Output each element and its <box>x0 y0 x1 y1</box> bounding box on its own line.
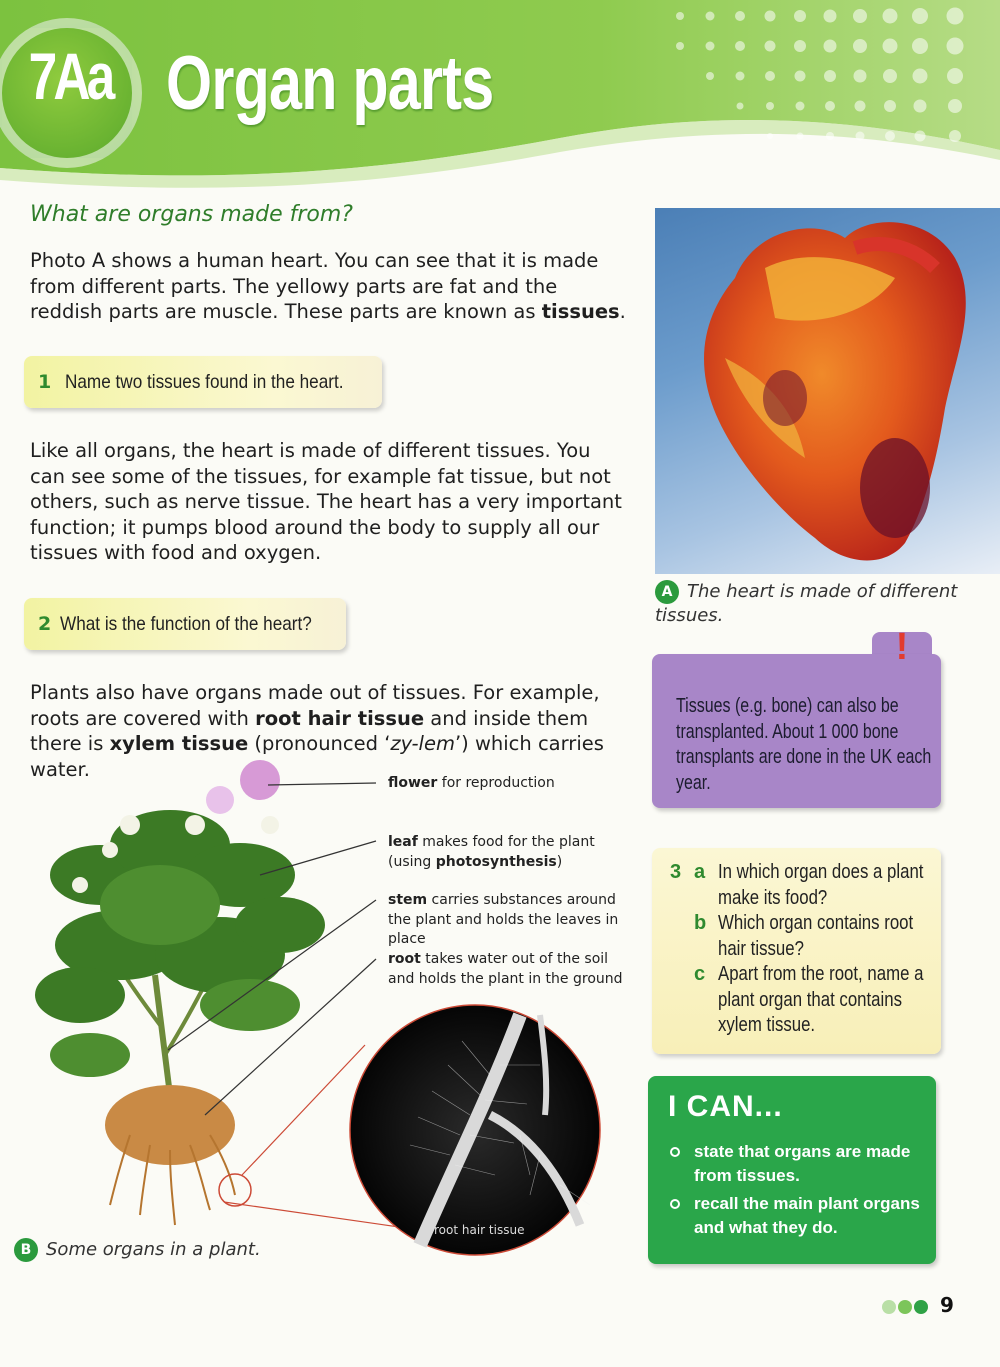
label-root: root takes water out of the soil and holds the plant in the ground <box>388 951 623 987</box>
page-title: Organ parts <box>166 41 494 126</box>
question-3-box: 3 a In which organ does a plant make its food? b Which organ contains root hair tissue? c Apart from the root, name a plant organ that contains xylem tissue. <box>652 848 941 1054</box>
term-root-hair-tissue: root hair tissue <box>255 706 425 730</box>
figure-b-caption: B Some organs in a plant. <box>14 1238 261 1262</box>
question-2-number: 2 <box>38 613 52 635</box>
question-1-box <box>24 356 382 408</box>
dot-icon <box>914 1300 928 1314</box>
exclamation-icon: ! <box>895 626 909 668</box>
fact-box <box>652 654 941 808</box>
paragraph-heart-intro: Photo A shows a human heart. You can see that it is made from different parts. The yellowy parts are fat and the reddish parts are muscle. These parts are known as tissues. <box>30 249 626 323</box>
section-subheading: What are organs made from? <box>30 202 353 227</box>
label-flower: flower for reproduction <box>388 775 555 791</box>
page-header <box>0 0 1000 205</box>
paragraph-heart-tissues: Like all organs, the heart is made of different tissues. You can see some of the tissues, for example fat tissue, but not others, such as nerve tissue. The heart has a very important function; it pumps blood around the body to supply all our tissues with food and oxygen. <box>30 439 622 564</box>
paragraph-plant-tissues: Plants also have organs made out of tissues. For example, roots are covered with root hair tissue and inside them there is xylem tissue (pronounced ‘zy-lem’) which carries water. <box>30 681 604 781</box>
label-leaf: leaf makes food for the plant (using photosynthesis) <box>388 834 595 870</box>
zoom-source-circle <box>219 1174 251 1206</box>
question-3-number: 3 <box>670 861 682 883</box>
lesson-code: 7Aa <box>28 39 112 113</box>
i-can-title: I CAN... <box>668 1090 783 1123</box>
header-background <box>0 0 1000 205</box>
page-number: 9 <box>940 1293 954 1317</box>
question-1-number: 1 <box>38 371 52 393</box>
figure-b-badge: B <box>14 1238 38 1262</box>
dot-icon <box>882 1300 896 1314</box>
term-tissues: tissues <box>541 300 620 323</box>
label-stem: stem carries substances around the plant and holds the leaves in place <box>388 892 619 947</box>
page-dots <box>882 1299 930 1318</box>
plant-leaves <box>35 810 325 1077</box>
bullet-icon <box>670 1147 680 1157</box>
heart-photo <box>655 208 1000 574</box>
bullet-icon <box>670 1199 680 1209</box>
figure-a-caption: A The heart is made of different tissues. <box>655 581 958 626</box>
question-2-text: What is the function of the heart? <box>59 612 312 635</box>
root-hair-tissue-label: root hair tissue <box>434 1223 525 1237</box>
term-xylem-tissue: xylem tissue <box>109 732 249 755</box>
figure-a-badge: A <box>655 580 679 604</box>
dot-icon <box>898 1300 912 1314</box>
question-2-box <box>24 598 346 650</box>
question-1-text: Name two tissues found in the heart. <box>65 370 345 393</box>
heart-illustration <box>655 208 1000 574</box>
xylem-pronunciation: zy-lem <box>390 732 455 755</box>
fact-text: Tissues (e.g. bone) can also be transplanted. About 1 000 bone transplants are done in the UK each year. <box>676 695 932 794</box>
